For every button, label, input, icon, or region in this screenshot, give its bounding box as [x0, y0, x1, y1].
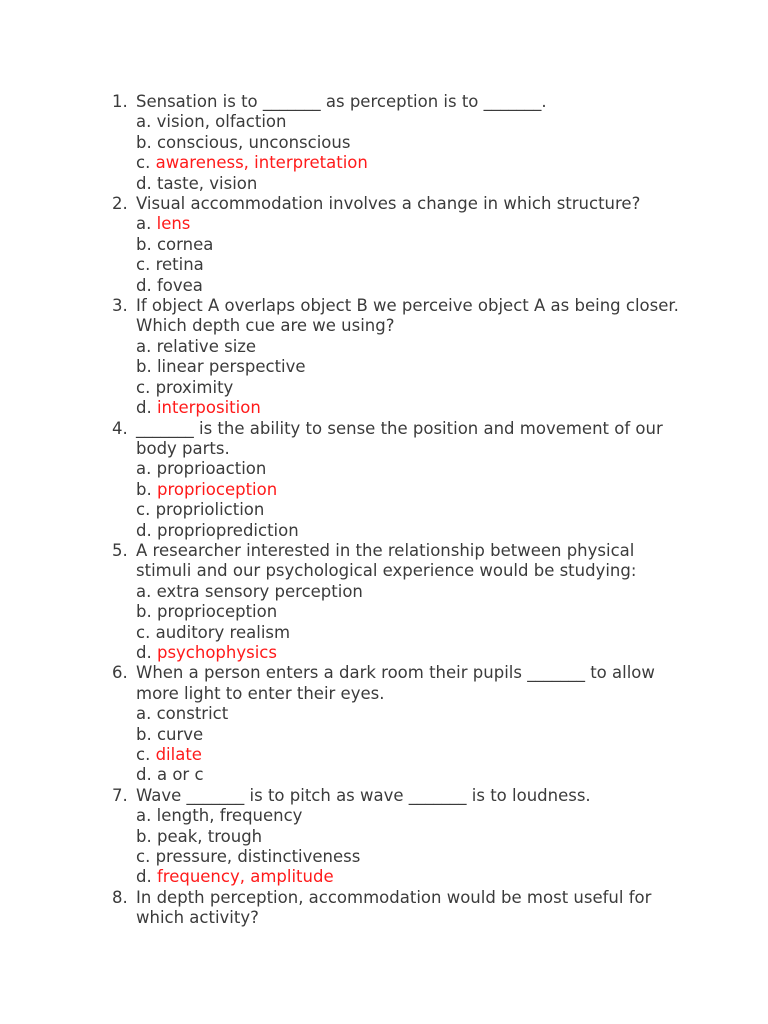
option-letter: c. — [136, 255, 151, 275]
option-b — [136, 725, 692, 745]
option-d — [136, 174, 692, 194]
option-letter: d. — [136, 398, 152, 418]
question-1 — [112, 92, 692, 194]
option-list — [136, 112, 692, 194]
option-text: fovea — [156, 275, 203, 295]
option-text: proprioprediction — [156, 520, 299, 540]
question-number: 1. — [112, 92, 128, 111]
option-d — [136, 867, 692, 887]
option-letter: c. — [136, 745, 151, 764]
option-text: pressure, distinctiveness — [155, 847, 361, 867]
option-b — [136, 133, 692, 153]
option-text: relative size — [156, 336, 257, 356]
correct-answer-text: frequency, amplitude — [156, 867, 334, 887]
question-text: A researcher interested in the relationship between physical stimuli and our psychological experience would be studying: — [136, 540, 640, 581]
option-letter: d. — [136, 275, 152, 295]
option-text: a or c — [156, 765, 204, 785]
option-list — [136, 214, 692, 296]
quiz-question-list — [112, 92, 692, 929]
option-text: constrict — [156, 704, 229, 724]
option-letter: a. — [136, 112, 152, 132]
question-2 — [112, 194, 692, 296]
question-text: Visual accommodation involves a change in which structure? — [136, 194, 641, 214]
option-letter: b. — [136, 357, 152, 377]
option-a — [136, 582, 692, 602]
option-text: length, frequency — [156, 806, 303, 826]
question-number: 2. — [112, 194, 128, 214]
option-d — [136, 521, 692, 541]
correct-answer-text: dilate — [155, 745, 202, 764]
option-list — [136, 337, 692, 419]
correct-answer-text: awareness, interpretation — [155, 153, 368, 173]
question-6 — [112, 663, 692, 785]
option-letter: c. — [136, 847, 151, 867]
option-text: proximity — [155, 377, 234, 397]
option-letter: a. — [136, 336, 152, 356]
option-b — [136, 480, 692, 500]
option-letter: a. — [136, 704, 152, 724]
option-c — [136, 623, 692, 643]
option-letter: b. — [136, 132, 152, 152]
correct-answer-text: interposition — [156, 398, 261, 418]
option-a — [136, 459, 692, 479]
question-text: If object A overlaps object B we perceive object A as being closer. Which depth cue are we using? — [136, 296, 690, 336]
option-letter: c. — [136, 377, 151, 397]
option-letter: d. — [136, 765, 152, 785]
correct-answer-text: psychophysics — [156, 642, 277, 662]
option-letter: c. — [136, 500, 151, 520]
option-b — [136, 235, 692, 255]
question-number: 3. — [112, 296, 128, 316]
option-a — [136, 704, 692, 724]
option-d — [136, 276, 692, 296]
question-4 — [112, 419, 692, 541]
option-d — [136, 643, 692, 663]
option-text: auditory realism — [155, 622, 291, 642]
option-a — [136, 214, 692, 234]
option-letter: b. — [136, 826, 152, 846]
option-letter: b. — [136, 724, 152, 744]
option-list — [136, 704, 692, 786]
option-letter: a. — [136, 581, 152, 601]
option-b — [136, 357, 692, 377]
option-text: retina — [155, 255, 204, 275]
option-c — [136, 153, 692, 173]
option-b — [136, 602, 692, 622]
option-letter: a. — [136, 806, 152, 826]
question-number: 6. — [112, 663, 128, 683]
question-number: 7. — [112, 785, 128, 805]
question-number: 5. — [112, 540, 128, 560]
question-number: 8. — [112, 887, 128, 907]
option-letter: d. — [136, 642, 152, 662]
option-a — [136, 112, 692, 132]
option-c — [136, 500, 692, 520]
option-text: proprioliction — [155, 500, 265, 520]
question-7 — [112, 786, 692, 888]
option-list — [136, 582, 692, 664]
option-d — [136, 765, 692, 785]
option-letter: c. — [136, 622, 151, 642]
option-letter: d. — [136, 867, 152, 887]
option-c — [136, 745, 692, 765]
option-text: linear perspective — [156, 357, 306, 377]
question-5 — [112, 541, 692, 663]
option-text: proprioaction — [156, 459, 267, 479]
option-letter: d. — [136, 173, 152, 193]
option-text: curve — [156, 724, 204, 744]
option-letter: d. — [136, 520, 152, 540]
option-letter: a. — [136, 459, 152, 479]
option-letter: c. — [136, 153, 151, 173]
option-a — [136, 806, 692, 826]
option-c — [136, 255, 692, 275]
correct-answer-text: lens — [156, 214, 191, 234]
option-text: vision, olfaction — [156, 112, 287, 132]
correct-answer-text: proprioception — [156, 479, 278, 499]
option-text: proprioception — [156, 602, 278, 622]
option-a — [136, 337, 692, 357]
question-text: Wave _______ is to pitch as wave _______ is to loudness. — [136, 785, 591, 805]
option-text: conscious, unconscious — [156, 132, 351, 152]
option-list — [136, 806, 692, 888]
option-text: peak, trough — [156, 826, 263, 846]
option-c — [136, 378, 692, 398]
option-b — [136, 827, 692, 847]
option-text: extra sensory perception — [156, 581, 363, 601]
option-c — [136, 847, 692, 867]
option-text: cornea — [156, 234, 214, 254]
question-8 — [112, 888, 692, 929]
option-text: taste, vision — [156, 173, 258, 193]
option-letter: b. — [136, 234, 152, 254]
option-letter: b. — [136, 602, 152, 622]
option-list — [136, 459, 692, 541]
question-text: When a person enters a dark room their pupils _______ to allow more light to enter their eyes. — [136, 663, 661, 703]
option-letter: a. — [136, 214, 152, 234]
question-3 — [112, 296, 692, 418]
option-letter: b. — [136, 479, 152, 499]
question-text: In depth perception, accommodation would be most useful for which activity? — [136, 887, 657, 928]
option-d — [136, 398, 692, 418]
question-number: 4. — [112, 418, 128, 438]
question-text: Sensation is to _______ as perception is to _______. — [136, 92, 547, 111]
question-text: _______ is the ability to sense the position and movement of our body parts. — [136, 418, 668, 458]
